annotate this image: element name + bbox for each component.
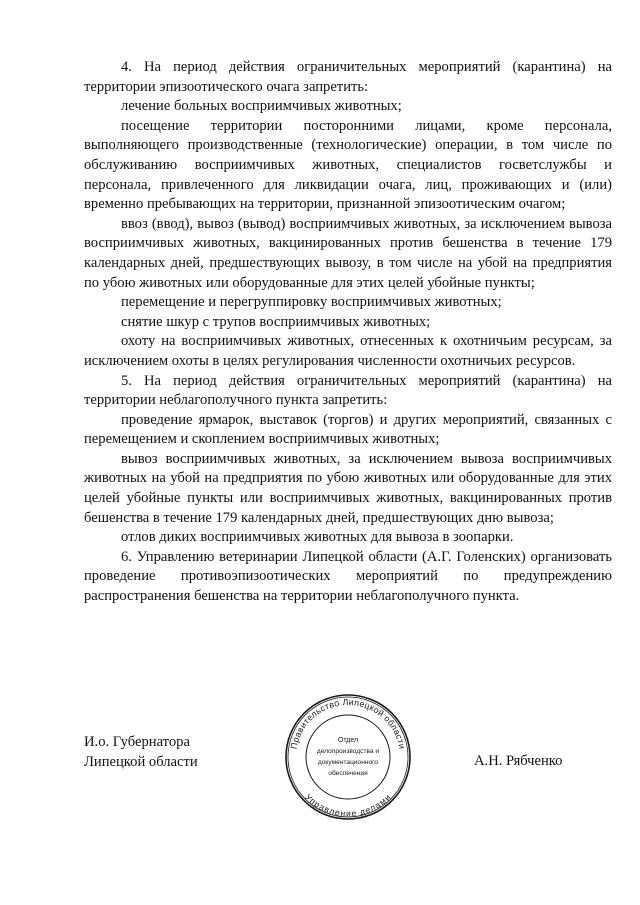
paragraph-ban-treatment: лечение больных восприимчивых животных; bbox=[121, 98, 402, 115]
paragraph-item-4: 4. На период действия ограничительных мероприятий (карантина) на территории эпизоотического очага запретить: bbox=[84, 59, 612, 95]
paragraph-ban-hunting: охоту на восприимчивых животных, отнесенных к охотничьим ресурсам, за исключением охоты в целях регулирования численности охотничьих ресурсов. bbox=[84, 333, 612, 369]
paragraph-ban-visits: посещение территории посторонними лицами, кроме персонала, выполняющего производственные (технологические) операции, в том числе по обслуживанию восприимчивых животных, специалистов госветслужбы и персонала, привлеченного для ликвидации очага, лиц, проживающих и (или) временно пребывающих на территории, признанной эпизоотическим очагом; bbox=[84, 117, 612, 213]
paragraph-ban-fairs: проведение ярмарок, выставок (торгов) и других мероприятий, связанных с перемещением и скоплением восприимчивых животных; bbox=[84, 411, 612, 448]
stamp-inner-line-2: делопроизводства и bbox=[316, 748, 380, 755]
stamp-inner-line-4: обеспечения bbox=[328, 770, 368, 777]
stamp-bottom-text: Управление делами bbox=[303, 791, 393, 819]
paragraph-ban-import-export: ввоз (ввод), вывоз (вывод) восприимчивых животных, за исключением вывоза восприимчивых животных, вакцинированных против бешенства в течение 179 календарных дней, предшествующих вывозу, в том числе на убой на предприятия по убою животных или оборудованные для этих целей убойные пункты; bbox=[84, 215, 612, 291]
signatory-position-line1: И.о. Губернатора bbox=[84, 734, 190, 750]
stamp-inner-line-1: Отдел bbox=[337, 737, 359, 744]
stamp-inner-line-3: документационного bbox=[317, 759, 379, 766]
paragraph-ban-removal: вывоз восприимчивых животных, за исключением вывоза восприимчивых животных на убой на предприятия по убою животных или оборудованные для этих целей убойные пункты или восприимчивых животных, вакцинированных против бешенства в течение 179 календарных дней, предшествующих дню вывоза; bbox=[84, 450, 612, 526]
signatory-name: А.Н. Рябченко bbox=[474, 753, 563, 769]
svg-text:Управление делами bbox=[303, 792, 393, 818]
signatory-position bbox=[84, 733, 198, 772]
official-stamp bbox=[284, 693, 412, 821]
paragraph-item-5: 5. На период действия ограничительных мероприятий (карантина) на территории неблагополучного пункта запретить: bbox=[84, 372, 612, 409]
signatory-position-line2: Липецкой области bbox=[84, 753, 198, 770]
paragraph-ban-skinning: снятие шкур с трупов восприимчивых животных; bbox=[121, 313, 431, 330]
paragraph-ban-movement: перемещение и перегруппировку восприимчивых животных; bbox=[121, 294, 502, 311]
stamp-outer-text: Правительство Липецкой области bbox=[288, 696, 408, 750]
paragraph-ban-capture: отлов диких восприимчивых животных для вывоза в зоопарки. bbox=[121, 529, 514, 546]
paragraph-item-6: 6. Управлению ветеринарии Липецкой области (А.Г. Голенских) организовать проведение противоэпизоотических мероприятий по предупреждению распространения бешенства на территории неблагополучного пункта. bbox=[84, 548, 612, 605]
document-body bbox=[84, 58, 612, 607]
